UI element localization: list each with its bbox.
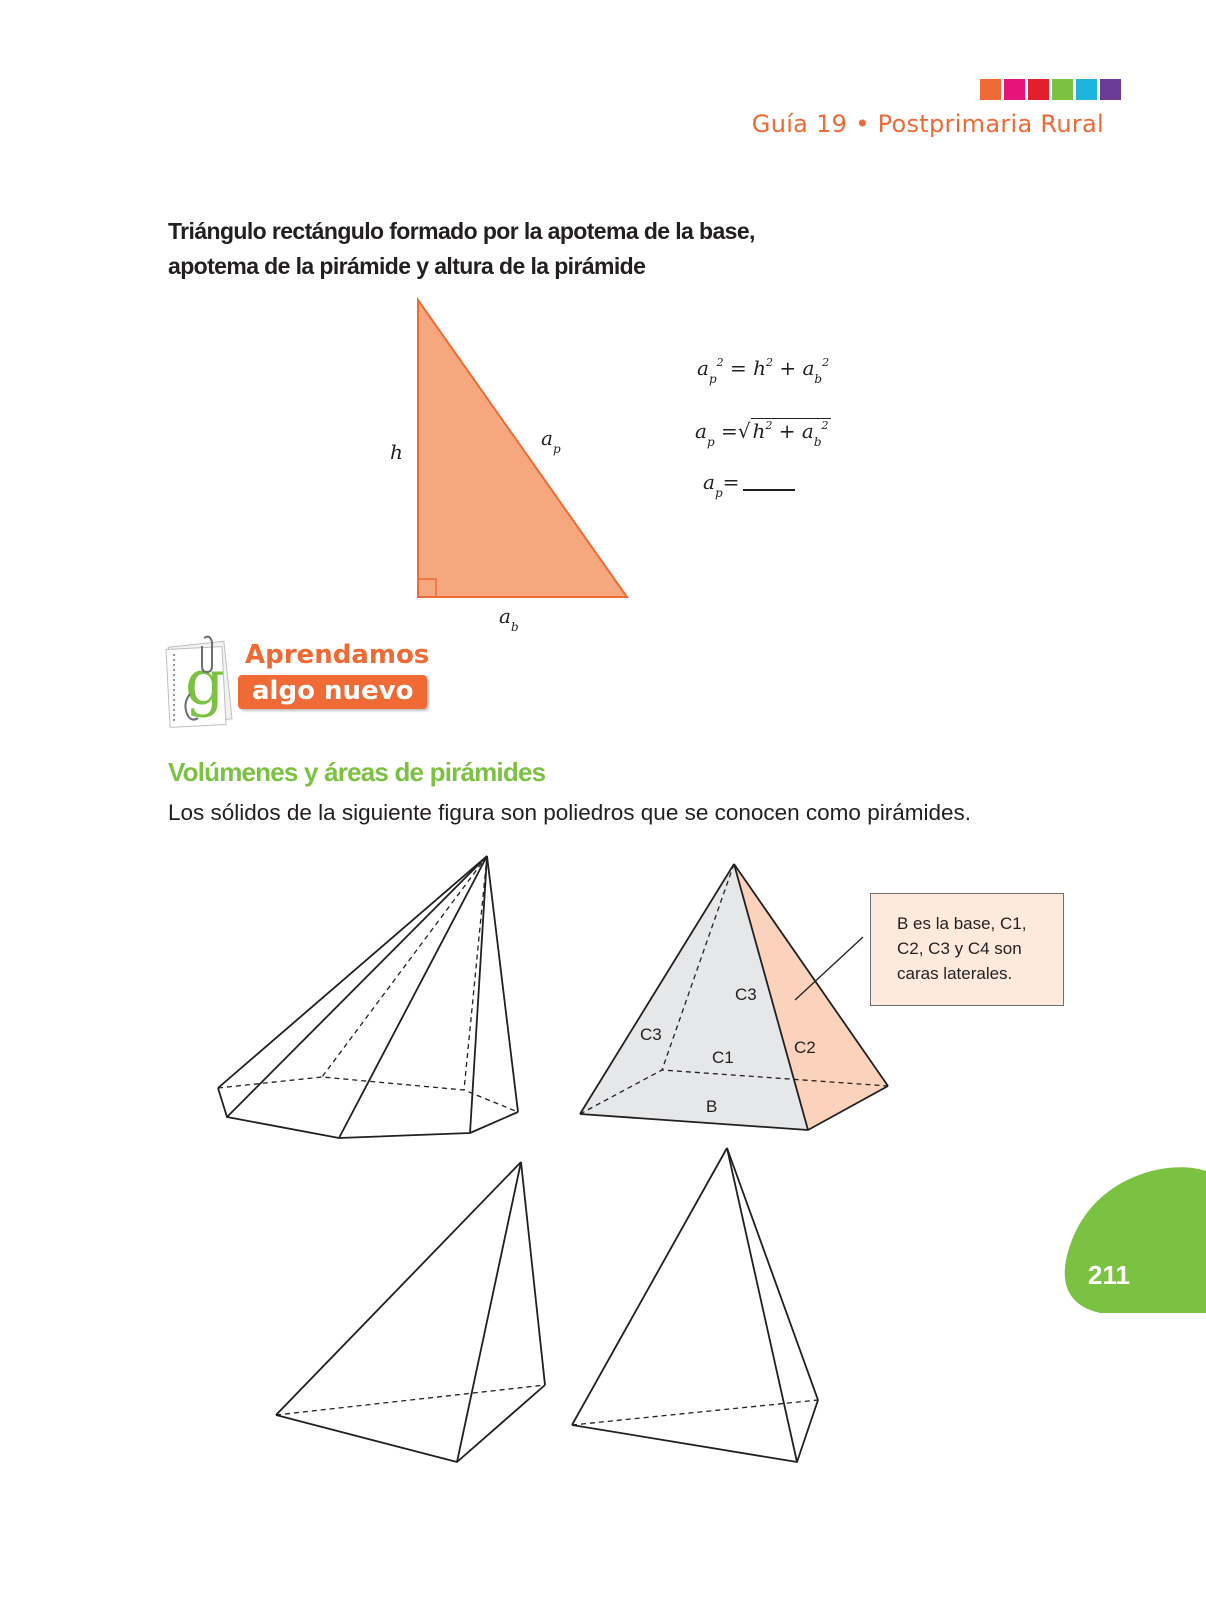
f1-eq: = [729, 356, 747, 380]
label-ab [499, 604, 519, 634]
f2-h-sup: 2 [765, 419, 773, 432]
f1-rhs-sup: 2 [822, 356, 830, 369]
label-ab-sub: b [510, 620, 519, 634]
f2-h: h [752, 419, 766, 443]
f2-radicand [751, 418, 831, 449]
icon-letter-g: g [185, 646, 225, 719]
callout-line2: C2, C3 y C4 son [897, 939, 1022, 958]
callout-line1: B es la base, C1, [897, 914, 1027, 933]
page-number-tab [1060, 1165, 1206, 1317]
f2-lhs-sub: p [706, 435, 715, 449]
formula-sqrt [695, 418, 831, 449]
labeled-square-pyramid [580, 864, 888, 1130]
label-h: h [390, 440, 403, 464]
triangle-title-line1: Triángulo rectángulo formado por la apotema de la base, [168, 218, 755, 244]
f1-lhs-sub: p [708, 372, 717, 386]
badge-line2: algo nuevo [238, 675, 427, 709]
label-ap-sub: p [552, 442, 561, 456]
badge-line1: Aprendamos [245, 640, 430, 670]
f1-rhs-a: a [802, 356, 815, 380]
header-bullet: • [855, 110, 870, 138]
f1-h: h [753, 356, 766, 380]
f1-rhs-sub: b [814, 372, 823, 386]
f2-plus: + [778, 419, 796, 443]
label-ap-letter: a [541, 426, 553, 450]
f2-rhs-sub: b [813, 435, 822, 449]
header-guide: Guía 19 [751, 110, 848, 138]
f3-eq: = [722, 470, 740, 494]
triangular-pyramid-2 [572, 1148, 818, 1462]
callout-box [870, 893, 1064, 1006]
answer-blank[interactable] [743, 489, 795, 491]
triangular-pyramid-1 [276, 1162, 545, 1462]
face-label-c3-top: C3 [735, 985, 757, 1004]
right-triangle-diagram [0, 0, 1206, 700]
f3-lhs-sub: p [714, 486, 723, 500]
header-program: Postprimaria Rural [877, 110, 1104, 138]
f2-lhs-a: a [695, 419, 707, 443]
label-ab-letter: a [499, 604, 511, 628]
section-title: Volúmenes y áreas de pirámides [168, 757, 546, 787]
f1-lhs-sup: 2 [716, 356, 724, 369]
triangle-title-line2: apotema de la pirámide y altura de la pirámide [168, 253, 646, 279]
face-label-c1: C1 [712, 1048, 734, 1067]
formula-answer [703, 470, 795, 500]
f2-rhs-sup: 2 [821, 419, 829, 432]
f3-lhs-a: a [703, 470, 715, 494]
section-text: Los sólidos de la siguiente figura son poliedros que se conocen como pirámides. [168, 800, 971, 825]
face-label-b: B [706, 1097, 718, 1116]
face-label-c2: C2 [794, 1038, 816, 1057]
pentagonal-pyramid [218, 856, 518, 1138]
callout-line3: caras laterales. [897, 964, 1013, 983]
face-label-c3-left: C3 [640, 1025, 662, 1044]
f2-radical: √ [737, 419, 751, 443]
f2-eq: = [720, 419, 738, 443]
f1-plus: + [779, 356, 797, 380]
formula-pythagoras [697, 356, 830, 386]
label-ap [541, 426, 561, 456]
f2-rhs-a: a [801, 419, 814, 443]
f1-h-sup: 2 [766, 356, 773, 369]
f1-lhs-a: a [697, 356, 709, 380]
right-triangle [418, 300, 627, 597]
notebook-g-icon [160, 632, 240, 732]
page-number: 211 [1088, 1260, 1130, 1290]
